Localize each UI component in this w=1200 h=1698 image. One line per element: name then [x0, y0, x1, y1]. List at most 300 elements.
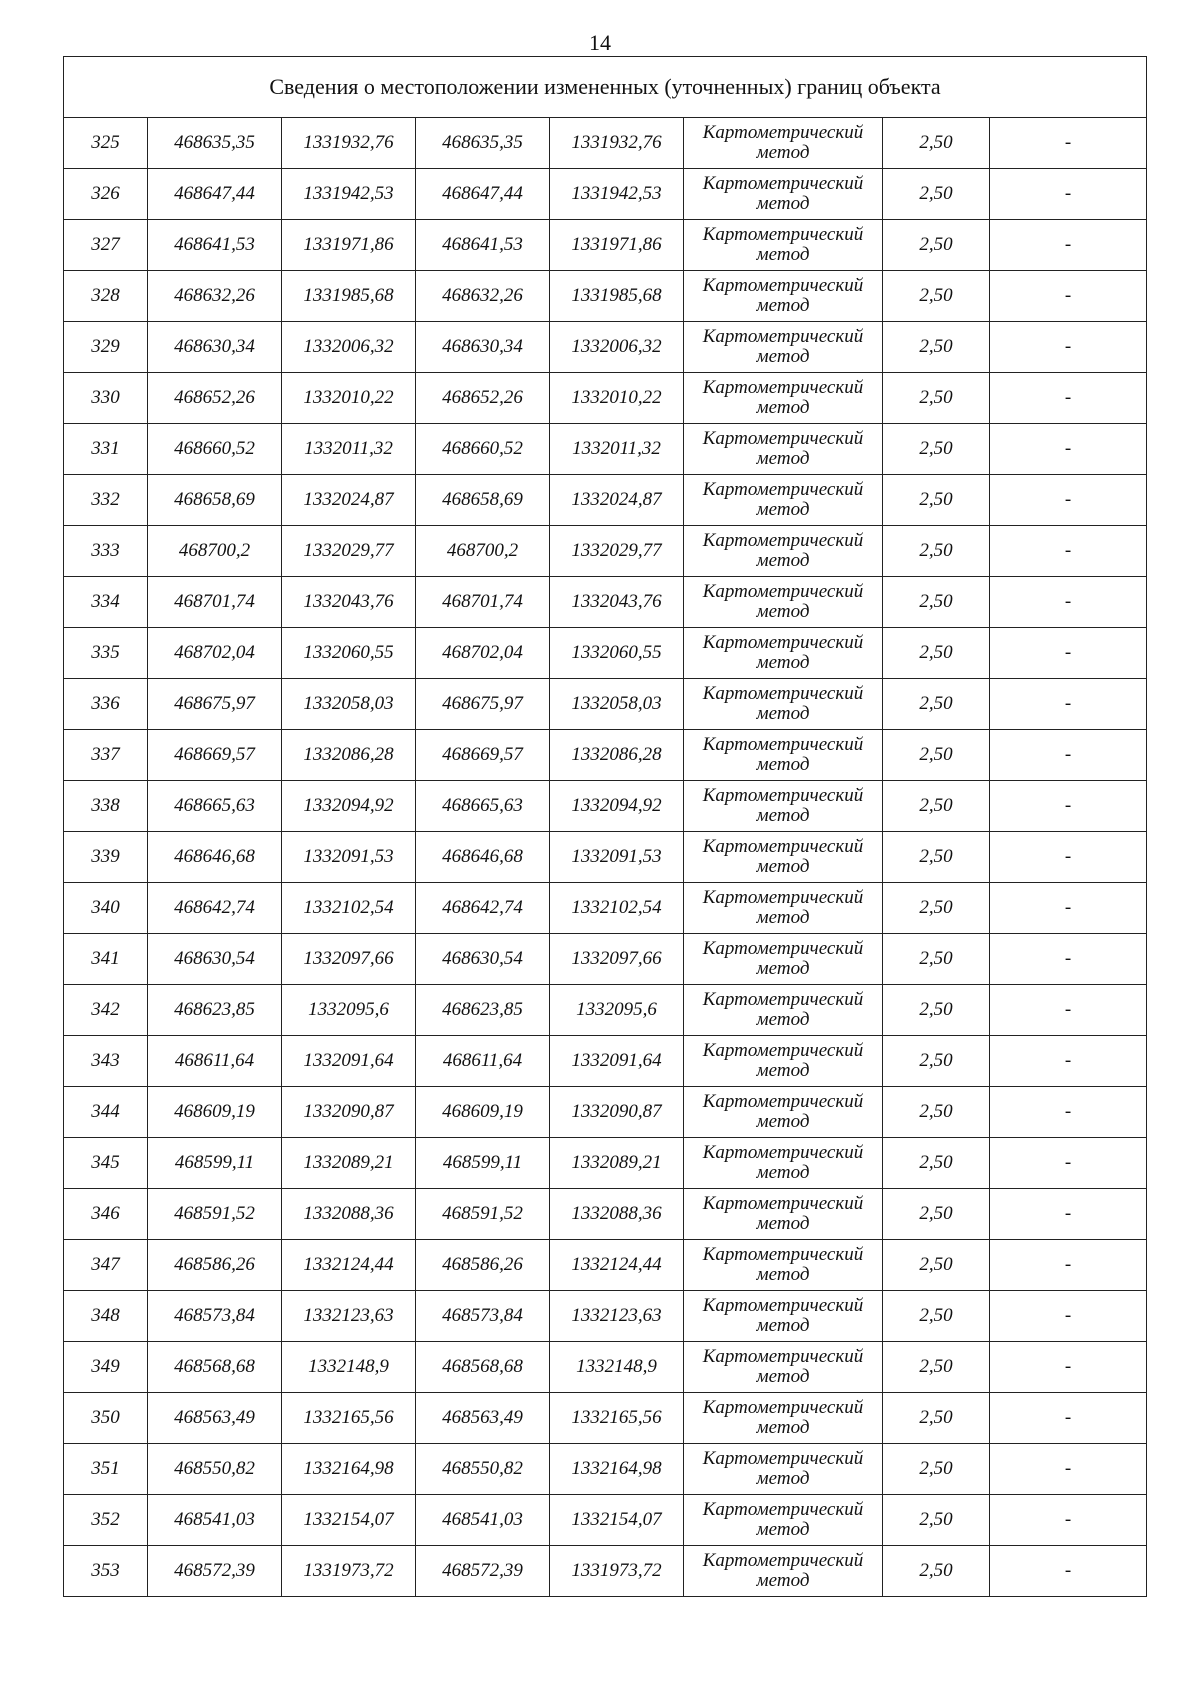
method-line1: Картометрический [702, 479, 864, 501]
method-line2: метод [756, 1366, 810, 1387]
accuracy-cell: 2,50 [883, 220, 990, 271]
existing-x-cell: 468700,2 [148, 526, 282, 577]
note-cell: - [990, 1138, 1147, 1189]
point-number-cell: 338 [64, 781, 148, 832]
table-row [64, 1342, 1147, 1393]
existing-y-cell: 1332165,56 [282, 1393, 416, 1444]
method-cell [684, 883, 883, 934]
method-line1: Картометрический [702, 1091, 864, 1113]
existing-x-cell: 468572,39 [148, 1546, 282, 1597]
table-row [64, 934, 1147, 985]
note-cell: - [990, 1444, 1147, 1495]
existing-x-cell: 468641,53 [148, 220, 282, 271]
table-row [64, 832, 1147, 883]
existing-x-cell: 468623,85 [148, 985, 282, 1036]
table-row [64, 781, 1147, 832]
new-y-cell: 1331942,53 [550, 169, 684, 220]
accuracy-cell: 2,50 [883, 985, 990, 1036]
new-x-cell: 468630,54 [416, 934, 550, 985]
note-cell: - [990, 628, 1147, 679]
existing-x-cell: 468701,74 [148, 577, 282, 628]
point-number-cell: 352 [64, 1495, 148, 1546]
new-x-cell: 468646,68 [416, 832, 550, 883]
method-line1: Картометрический [702, 1499, 864, 1521]
method-line1: Картометрический [702, 122, 864, 144]
method-line1: Картометрический [702, 581, 864, 603]
method-line1: Картометрический [702, 1550, 864, 1572]
new-x-cell: 468669,57 [416, 730, 550, 781]
accuracy-cell: 2,50 [883, 1495, 990, 1546]
new-y-cell: 1332164,98 [550, 1444, 684, 1495]
existing-y-cell: 1332086,28 [282, 730, 416, 781]
method-line2: метод [756, 1111, 810, 1132]
method-line1: Картометрический [702, 326, 864, 348]
page-number: 14 [589, 30, 611, 55]
table-row [64, 322, 1147, 373]
existing-y-cell: 1331971,86 [282, 220, 416, 271]
note-cell: - [990, 934, 1147, 985]
new-y-cell: 1332148,9 [550, 1342, 684, 1393]
existing-x-cell: 468609,19 [148, 1087, 282, 1138]
table-row [64, 1138, 1147, 1189]
point-number-cell: 337 [64, 730, 148, 781]
existing-y-cell: 1332011,32 [282, 424, 416, 475]
existing-x-cell: 468652,26 [148, 373, 282, 424]
point-number-cell: 346 [64, 1189, 148, 1240]
method-line2: метод [756, 1162, 810, 1183]
note-cell: - [990, 1291, 1147, 1342]
existing-y-cell: 1331973,72 [282, 1546, 416, 1597]
existing-x-cell: 468611,64 [148, 1036, 282, 1087]
table-row [64, 373, 1147, 424]
new-y-cell: 1332006,32 [550, 322, 684, 373]
point-number-cell: 349 [64, 1342, 148, 1393]
new-y-cell: 1332011,32 [550, 424, 684, 475]
point-number-cell: 326 [64, 169, 148, 220]
note-cell: - [990, 1495, 1147, 1546]
method-line1: Картометрический [702, 938, 864, 960]
point-number-cell: 336 [64, 679, 148, 730]
note-cell: - [990, 1393, 1147, 1444]
method-line1: Картометрический [702, 173, 864, 195]
method-cell [684, 985, 883, 1036]
table-row [64, 679, 1147, 730]
table-row [64, 985, 1147, 1036]
existing-y-cell: 1332164,98 [282, 1444, 416, 1495]
existing-y-cell: 1332123,63 [282, 1291, 416, 1342]
existing-x-cell: 468586,26 [148, 1240, 282, 1291]
existing-y-cell: 1332154,07 [282, 1495, 416, 1546]
new-x-cell: 468573,84 [416, 1291, 550, 1342]
point-number-cell: 348 [64, 1291, 148, 1342]
new-x-cell: 468591,52 [416, 1189, 550, 1240]
note-cell: - [990, 322, 1147, 373]
accuracy-cell: 2,50 [883, 424, 990, 475]
table-row [64, 424, 1147, 475]
method-line2: метод [756, 907, 810, 928]
existing-y-cell: 1332090,87 [282, 1087, 416, 1138]
point-number-cell: 328 [64, 271, 148, 322]
method-cell [684, 934, 883, 985]
accuracy-cell: 2,50 [883, 1189, 990, 1240]
new-y-cell: 1331971,86 [550, 220, 684, 271]
method-cell [684, 373, 883, 424]
method-line1: Картометрический [702, 1397, 864, 1419]
method-line1: Картометрический [702, 377, 864, 399]
new-y-cell: 1332060,55 [550, 628, 684, 679]
new-y-cell: 1332094,92 [550, 781, 684, 832]
existing-x-cell: 468665,63 [148, 781, 282, 832]
method-cell [684, 1036, 883, 1087]
method-line2: метод [756, 295, 810, 316]
method-line1: Картометрический [702, 1193, 864, 1215]
new-y-cell: 1332095,6 [550, 985, 684, 1036]
existing-x-cell: 468563,49 [148, 1393, 282, 1444]
accuracy-cell: 2,50 [883, 1444, 990, 1495]
note-cell: - [990, 883, 1147, 934]
accuracy-cell: 2,50 [883, 373, 990, 424]
existing-y-cell: 1332006,32 [282, 322, 416, 373]
existing-y-cell: 1331932,76 [282, 118, 416, 169]
method-cell [684, 424, 883, 475]
new-y-cell: 1332097,66 [550, 934, 684, 985]
method-line1: Картометрический [702, 530, 864, 552]
new-y-cell: 1332043,76 [550, 577, 684, 628]
existing-x-cell: 468630,34 [148, 322, 282, 373]
existing-x-cell: 468632,26 [148, 271, 282, 322]
table-row [64, 1087, 1147, 1138]
method-line1: Картометрический [702, 1346, 864, 1368]
method-cell [684, 118, 883, 169]
method-line1: Картометрический [702, 1448, 864, 1470]
method-cell [684, 1342, 883, 1393]
new-x-cell: 468623,85 [416, 985, 550, 1036]
method-cell [684, 1087, 883, 1138]
new-x-cell: 468609,19 [416, 1087, 550, 1138]
new-x-cell: 468630,34 [416, 322, 550, 373]
note-cell: - [990, 1087, 1147, 1138]
note-cell: - [990, 1036, 1147, 1087]
note-cell: - [990, 832, 1147, 883]
new-x-cell: 468701,74 [416, 577, 550, 628]
method-line2: метод [756, 1315, 810, 1336]
accuracy-cell: 2,50 [883, 1087, 990, 1138]
method-line2: метод [756, 958, 810, 979]
new-x-cell: 468665,63 [416, 781, 550, 832]
existing-y-cell: 1332102,54 [282, 883, 416, 934]
method-line1: Картометрический [702, 836, 864, 858]
method-cell [684, 475, 883, 526]
table-row [64, 1546, 1147, 1597]
method-cell [684, 832, 883, 883]
point-number-cell: 351 [64, 1444, 148, 1495]
method-line2: метод [756, 1264, 810, 1285]
new-x-cell: 468641,53 [416, 220, 550, 271]
existing-x-cell: 468599,11 [148, 1138, 282, 1189]
method-line1: Картометрический [702, 989, 864, 1011]
existing-y-cell: 1332058,03 [282, 679, 416, 730]
new-x-cell: 468550,82 [416, 1444, 550, 1495]
accuracy-cell: 2,50 [883, 781, 990, 832]
table-row [64, 883, 1147, 934]
method-line1: Картометрический [702, 683, 864, 705]
note-cell: - [990, 1342, 1147, 1393]
note-cell: - [990, 373, 1147, 424]
note-cell: - [990, 577, 1147, 628]
new-y-cell: 1332086,28 [550, 730, 684, 781]
existing-x-cell: 468642,74 [148, 883, 282, 934]
method-line2: метод [756, 550, 810, 571]
new-y-cell: 1332091,53 [550, 832, 684, 883]
method-line2: метод [756, 193, 810, 214]
method-line2: метод [756, 1060, 810, 1081]
new-x-cell: 468702,04 [416, 628, 550, 679]
existing-y-cell: 1332094,92 [282, 781, 416, 832]
new-y-cell: 1332024,87 [550, 475, 684, 526]
existing-x-cell: 468660,52 [148, 424, 282, 475]
point-number-cell: 327 [64, 220, 148, 271]
point-number-cell: 334 [64, 577, 148, 628]
new-y-cell: 1332102,54 [550, 883, 684, 934]
existing-x-cell: 468675,97 [148, 679, 282, 730]
accuracy-cell: 2,50 [883, 832, 990, 883]
table-row [64, 1291, 1147, 1342]
accuracy-cell: 2,50 [883, 322, 990, 373]
method-line2: метод [756, 142, 810, 163]
new-x-cell: 468660,52 [416, 424, 550, 475]
new-x-cell: 468611,64 [416, 1036, 550, 1087]
existing-x-cell: 468591,52 [148, 1189, 282, 1240]
table-row [64, 526, 1147, 577]
point-number-cell: 333 [64, 526, 148, 577]
note-cell: - [990, 1240, 1147, 1291]
method-cell [684, 1444, 883, 1495]
note-cell: - [990, 730, 1147, 781]
method-line1: Картометрический [702, 224, 864, 246]
table-title: Сведения о местоположении измененных (уточненных) границ объекта [64, 57, 1147, 118]
point-number-cell: 342 [64, 985, 148, 1036]
point-number-cell: 345 [64, 1138, 148, 1189]
note-cell: - [990, 169, 1147, 220]
new-x-cell: 468635,35 [416, 118, 550, 169]
accuracy-cell: 2,50 [883, 1036, 990, 1087]
method-cell [684, 322, 883, 373]
new-x-cell: 468652,26 [416, 373, 550, 424]
existing-y-cell: 1332060,55 [282, 628, 416, 679]
existing-y-cell: 1332097,66 [282, 934, 416, 985]
accuracy-cell: 2,50 [883, 1291, 990, 1342]
note-cell: - [990, 781, 1147, 832]
note-cell: - [990, 526, 1147, 577]
accuracy-cell: 2,50 [883, 577, 990, 628]
method-line2: метод [756, 448, 810, 469]
accuracy-cell: 2,50 [883, 526, 990, 577]
point-number-cell: 340 [64, 883, 148, 934]
method-line2: метод [756, 244, 810, 265]
point-number-cell: 330 [64, 373, 148, 424]
existing-y-cell: 1332029,77 [282, 526, 416, 577]
existing-x-cell: 468658,69 [148, 475, 282, 526]
accuracy-cell: 2,50 [883, 934, 990, 985]
table-row [64, 475, 1147, 526]
method-line2: метод [756, 1417, 810, 1438]
method-line1: Картометрический [702, 1040, 864, 1062]
method-cell [684, 1291, 883, 1342]
note-cell: - [990, 424, 1147, 475]
new-y-cell: 1332010,22 [550, 373, 684, 424]
method-cell [684, 730, 883, 781]
method-cell [684, 1393, 883, 1444]
point-number-cell: 341 [64, 934, 148, 985]
method-line2: метод [756, 1570, 810, 1591]
method-line2: метод [756, 1468, 810, 1489]
table-row [64, 1036, 1147, 1087]
method-line1: Картометрический [702, 632, 864, 654]
new-y-cell: 1332058,03 [550, 679, 684, 730]
point-number-cell: 339 [64, 832, 148, 883]
point-number-cell: 343 [64, 1036, 148, 1087]
new-x-cell: 468642,74 [416, 883, 550, 934]
existing-y-cell: 1332124,44 [282, 1240, 416, 1291]
method-line1: Картометрический [702, 785, 864, 807]
existing-y-cell: 1331942,53 [282, 169, 416, 220]
point-number-cell: 353 [64, 1546, 148, 1597]
method-cell [684, 1495, 883, 1546]
table-title-row [64, 57, 1147, 118]
accuracy-cell: 2,50 [883, 475, 990, 526]
existing-y-cell: 1332148,9 [282, 1342, 416, 1393]
method-line1: Картометрический [702, 1244, 864, 1266]
method-line2: метод [756, 703, 810, 724]
point-number-cell: 329 [64, 322, 148, 373]
method-cell [684, 1240, 883, 1291]
point-number-cell: 350 [64, 1393, 148, 1444]
table-row [64, 577, 1147, 628]
existing-x-cell: 468635,35 [148, 118, 282, 169]
method-cell [684, 1546, 883, 1597]
table-row [64, 628, 1147, 679]
method-cell [684, 220, 883, 271]
existing-y-cell: 1332089,21 [282, 1138, 416, 1189]
method-cell [684, 1189, 883, 1240]
method-line2: метод [756, 856, 810, 877]
new-y-cell: 1332091,64 [550, 1036, 684, 1087]
new-y-cell: 1332124,44 [550, 1240, 684, 1291]
note-cell: - [990, 118, 1147, 169]
note-cell: - [990, 1546, 1147, 1597]
new-y-cell: 1331932,76 [550, 118, 684, 169]
method-line1: Картометрический [702, 1295, 864, 1317]
accuracy-cell: 2,50 [883, 883, 990, 934]
existing-y-cell: 1332091,64 [282, 1036, 416, 1087]
existing-x-cell: 468669,57 [148, 730, 282, 781]
point-number-cell: 335 [64, 628, 148, 679]
point-number-cell: 347 [64, 1240, 148, 1291]
method-cell [684, 169, 883, 220]
new-x-cell: 468632,26 [416, 271, 550, 322]
new-y-cell: 1332090,87 [550, 1087, 684, 1138]
method-line1: Картометрический [702, 1142, 864, 1164]
new-y-cell: 1331985,68 [550, 271, 684, 322]
table-row [64, 1444, 1147, 1495]
existing-x-cell: 468646,68 [148, 832, 282, 883]
table-row [64, 1393, 1147, 1444]
method-line2: метод [756, 652, 810, 673]
new-x-cell: 468563,49 [416, 1393, 550, 1444]
new-y-cell: 1332089,21 [550, 1138, 684, 1189]
point-number-cell: 325 [64, 118, 148, 169]
accuracy-cell: 2,50 [883, 1546, 990, 1597]
method-line1: Картометрический [702, 734, 864, 756]
note-cell: - [990, 271, 1147, 322]
accuracy-cell: 2,50 [883, 628, 990, 679]
boundary-coordinates-table [63, 56, 1147, 1597]
table-row [64, 1495, 1147, 1546]
method-line2: метод [756, 499, 810, 520]
method-cell [684, 271, 883, 322]
new-x-cell: 468675,97 [416, 679, 550, 730]
table-row [64, 169, 1147, 220]
existing-x-cell: 468550,82 [148, 1444, 282, 1495]
existing-y-cell: 1332043,76 [282, 577, 416, 628]
method-cell [684, 781, 883, 832]
table-row [64, 118, 1147, 169]
table-row [64, 1189, 1147, 1240]
new-x-cell: 468586,26 [416, 1240, 550, 1291]
note-cell: - [990, 985, 1147, 1036]
existing-x-cell: 468630,54 [148, 934, 282, 985]
method-cell [684, 1138, 883, 1189]
table-row [64, 730, 1147, 781]
existing-x-cell: 468568,68 [148, 1342, 282, 1393]
accuracy-cell: 2,50 [883, 1393, 990, 1444]
accuracy-cell: 2,50 [883, 169, 990, 220]
new-y-cell: 1332154,07 [550, 1495, 684, 1546]
table-row [64, 271, 1147, 322]
point-number-cell: 344 [64, 1087, 148, 1138]
new-x-cell: 468572,39 [416, 1546, 550, 1597]
table-row [64, 1240, 1147, 1291]
method-line1: Картометрический [702, 428, 864, 450]
accuracy-cell: 2,50 [883, 1342, 990, 1393]
existing-y-cell: 1332024,87 [282, 475, 416, 526]
method-line2: метод [756, 1213, 810, 1234]
accuracy-cell: 2,50 [883, 1240, 990, 1291]
method-line2: метод [756, 1519, 810, 1540]
existing-x-cell: 468541,03 [148, 1495, 282, 1546]
note-cell: - [990, 475, 1147, 526]
existing-y-cell: 1332091,53 [282, 832, 416, 883]
note-cell: - [990, 1189, 1147, 1240]
accuracy-cell: 2,50 [883, 730, 990, 781]
method-cell [684, 577, 883, 628]
new-y-cell: 1331973,72 [550, 1546, 684, 1597]
new-y-cell: 1332123,63 [550, 1291, 684, 1342]
method-line2: метод [756, 397, 810, 418]
method-cell [684, 679, 883, 730]
point-number-cell: 332 [64, 475, 148, 526]
accuracy-cell: 2,50 [883, 679, 990, 730]
existing-x-cell: 468647,44 [148, 169, 282, 220]
accuracy-cell: 2,50 [883, 118, 990, 169]
point-number-cell: 331 [64, 424, 148, 475]
method-line2: метод [756, 1009, 810, 1030]
method-line2: метод [756, 346, 810, 367]
existing-y-cell: 1332095,6 [282, 985, 416, 1036]
existing-y-cell: 1332088,36 [282, 1189, 416, 1240]
note-cell: - [990, 679, 1147, 730]
method-cell [684, 526, 883, 577]
